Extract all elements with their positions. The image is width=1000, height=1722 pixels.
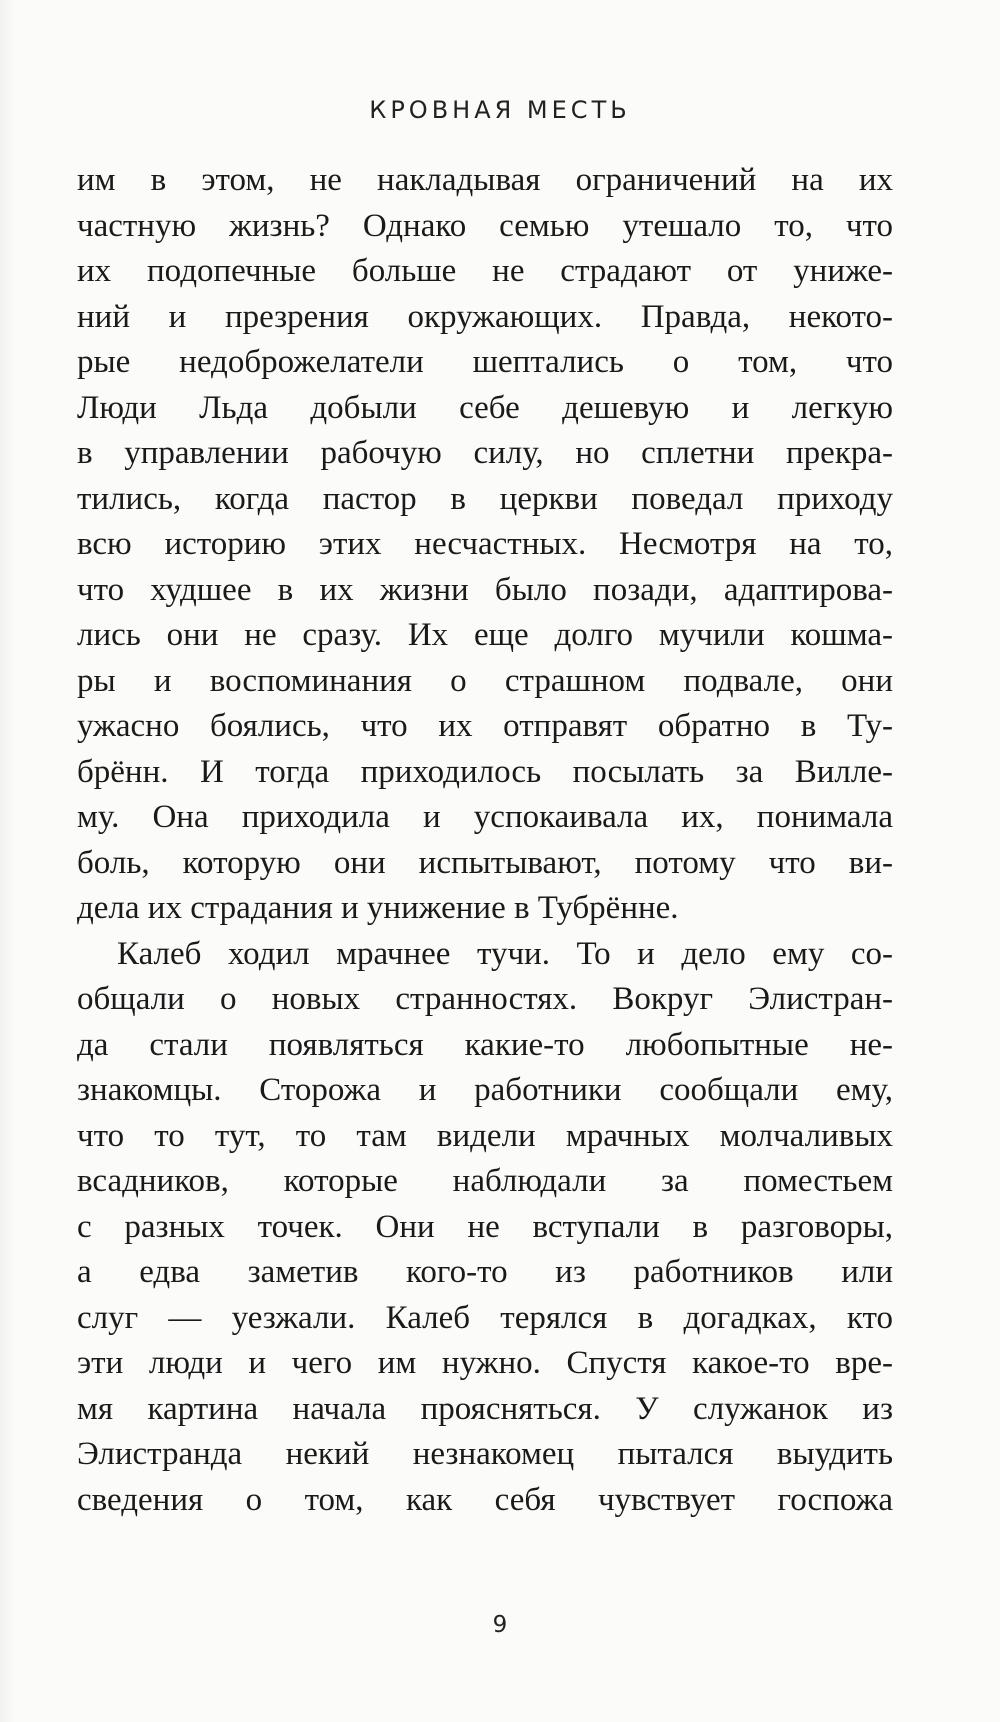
text-line: боль, которую они испытывают, потому что ви- — [77, 844, 893, 881]
text-line: да стали появляться какие-то любопытные не- — [77, 1026, 893, 1063]
text-line: лись они не сразу. Их еще долго мучили кошма- — [77, 617, 893, 653]
text-line: что худшее в их жизни было позади, адаптирова- — [77, 571, 893, 608]
text-line: тились, когда пастор в церкви поведал приходу — [77, 480, 893, 517]
text-line: сведения о том, как себя чувствует госпожа — [77, 1481, 893, 1518]
text-line: Элистранда некий незнакомец пытался выудить — [77, 1436, 893, 1472]
text-line: частную жизнь? Однако семью утешало то, что — [77, 207, 893, 244]
text-line: им в этом, не накладывая ограничений на их — [77, 162, 893, 198]
text-line: му. Она приходила и успокаивала их, понимала — [77, 799, 893, 835]
text-line: Люди Льда добыли себе дешевую и легкую — [77, 389, 893, 426]
text-line: в управлении рабочую силу, но сплетни прекра- — [77, 435, 893, 471]
text-line: их подопечные больше не страдают от униже- — [77, 253, 893, 289]
text-line: что то тут, то там видели мрачных молчаливых — [77, 1117, 893, 1154]
text-line: дела их страдания и унижение в Тубрённе. — [77, 890, 679, 926]
text-line: слуг — уезжали. Калеб терялся в догадках, кто — [77, 1299, 893, 1336]
text-line: а едва заметив кого-то из работников или — [77, 1254, 893, 1290]
text-line: знакомцы. Сторожа и работники сообщали ему, — [77, 1072, 893, 1108]
text-line: общали о новых странностях. Вокруг Элистран- — [77, 981, 893, 1017]
text-line: брённ. И тогда приходилось посылать за Вилле- — [77, 753, 893, 790]
text-line: ний и презрения окружающих. Правда, некото- — [77, 298, 893, 335]
body-text — [77, 158, 893, 1523]
text-line: ужасно боялись, что их отправят обратно в Ту- — [77, 708, 893, 744]
text-line: всю историю этих несчастных. Несмотря на то, — [77, 526, 893, 562]
running-head: КРОВНАЯ МЕСТЬ — [369, 96, 631, 124]
text-line: рые недоброжелатели шептались о том, что — [77, 344, 893, 380]
text-line: всадников, которые наблюдали за поместьем — [77, 1163, 893, 1199]
text-line: эти люди и чего им нужно. Спустя какое-то вре- — [77, 1345, 893, 1381]
page-edge-shadow — [0, 0, 14, 1722]
text-line: Калеб ходил мрачнее тучи. То и дело ему со- — [117, 935, 893, 972]
text-line: ры и воспоминания о страшном подвале, они — [77, 662, 893, 699]
page-number: 9 — [492, 1612, 508, 1638]
text-line: мя картина начала проясняться. У служанок из — [77, 1390, 893, 1427]
text-line: с разных точек. Они не вступали в разговоры, — [77, 1208, 893, 1245]
